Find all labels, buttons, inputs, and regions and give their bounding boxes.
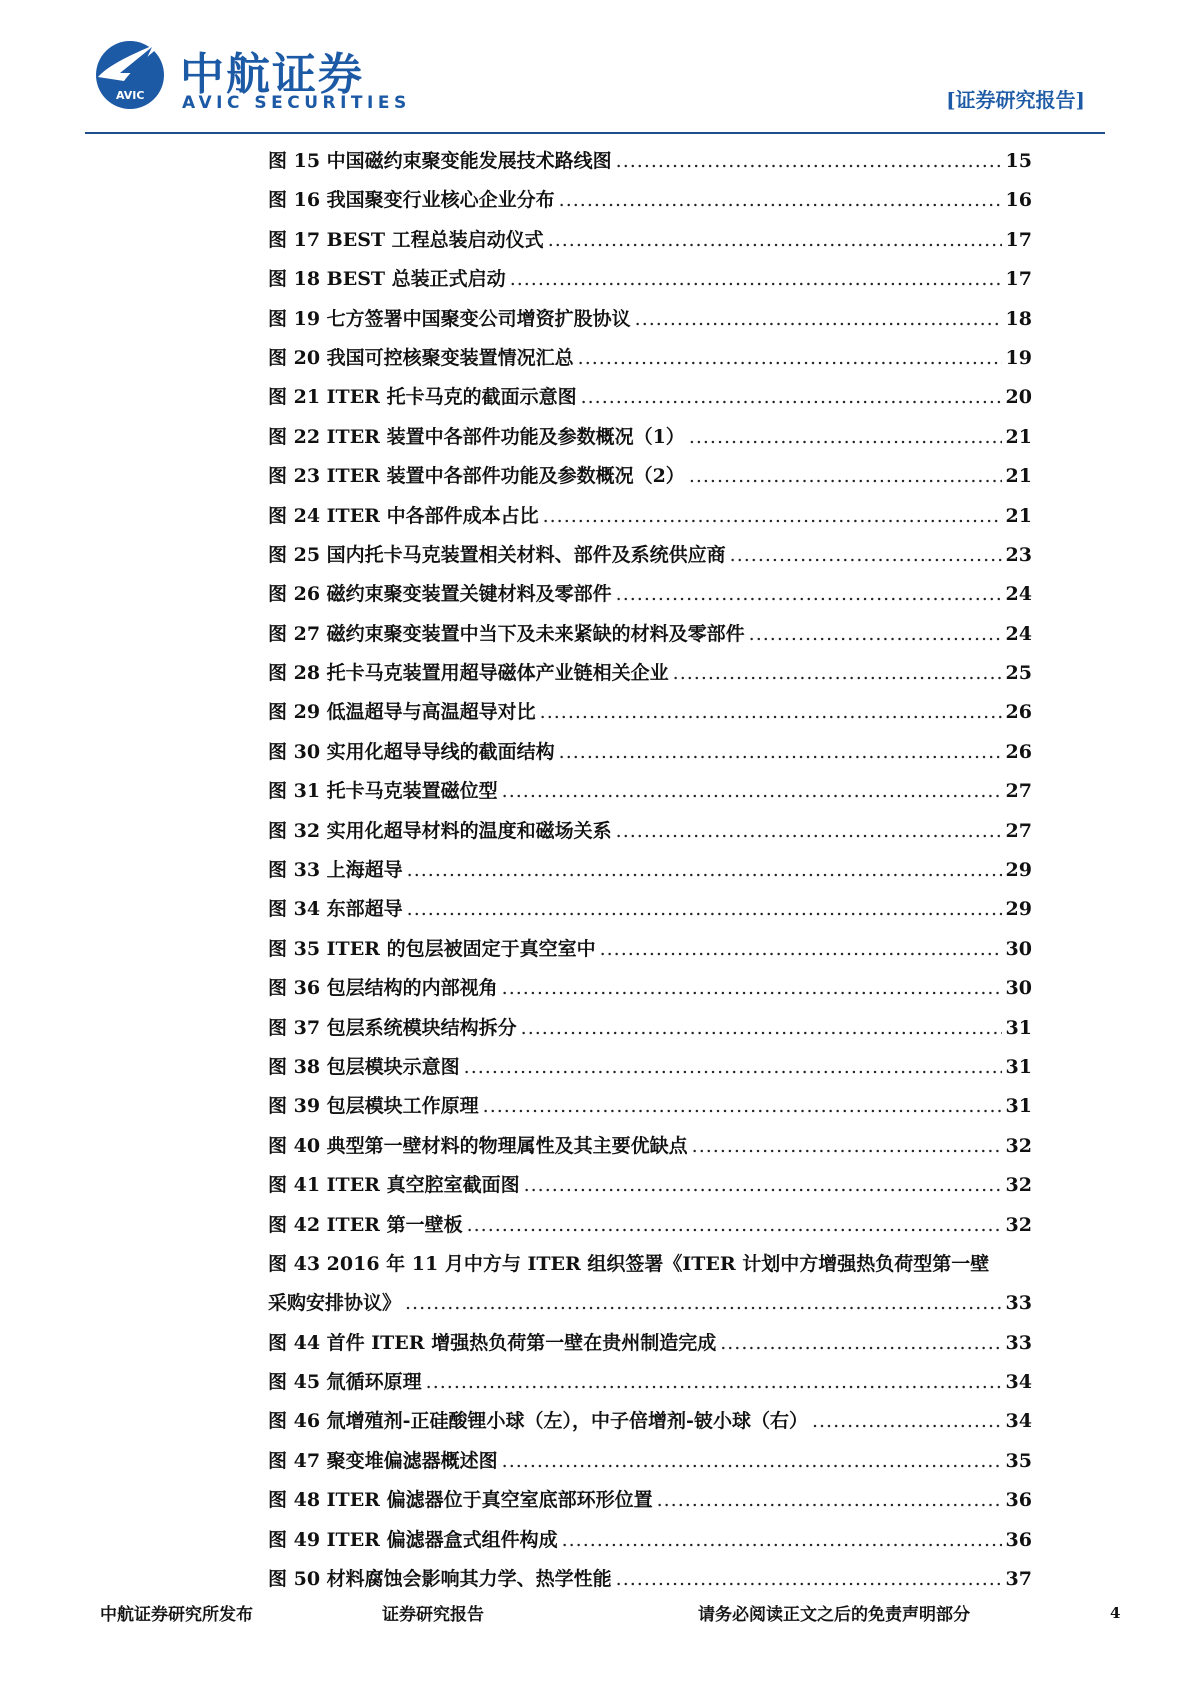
toc-entry-page: 36 (1005, 1528, 1032, 1551)
page-footer (0, 1600, 1190, 1640)
toc-entry-page: 30 (1005, 937, 1032, 960)
toc-entry-page: 32 (1005, 1174, 1032, 1197)
toc-entry[interactable] (268, 497, 1032, 536)
avic-logo-icon (90, 33, 170, 113)
toc-entry-label: 图 19 七方签署中国聚变公司增资扩股协议 (268, 307, 631, 330)
toc-entry-page: 20 (1005, 386, 1032, 409)
report-type-tag: [证券研究报告] (946, 88, 1085, 112)
toc-entry-label: 图 38 包层模块示意图 (268, 1055, 460, 1078)
toc-leader-dots (562, 1521, 1002, 1560)
toc-entry-label: 图 34 东部超导 (268, 898, 403, 921)
toc-leader-dots (616, 812, 1002, 851)
toc-entry-page: 35 (1005, 1449, 1032, 1472)
toc-entry-label: 图 35 ITER 的包层被固定于真空室中 (268, 937, 596, 960)
toc-entry-page: 23 (1005, 543, 1032, 566)
toc-leader-dots (689, 418, 1002, 457)
toc-leader-dots (524, 1166, 1002, 1205)
toc-entry[interactable] (268, 890, 1032, 929)
toc-entry[interactable] (268, 300, 1032, 339)
toc-entry-page: 29 (1005, 859, 1032, 882)
toc-entry-page: 29 (1005, 898, 1032, 921)
footer-disclaimer: 请务必阅读正文之后的免责声明部分 (698, 1605, 970, 1625)
toc-entry[interactable] (268, 536, 1032, 575)
toc-entry-label: 图 29 低温超导与高温超导对比 (268, 701, 536, 724)
toc-entry[interactable] (268, 221, 1032, 260)
toc-entry[interactable] (268, 733, 1032, 772)
toc-entry-label: 图 31 托卡马克装置磁位型 (268, 780, 498, 803)
toc-leader-dots (502, 772, 1002, 811)
toc-entry-label: 图 40 典型第一壁材料的物理属性及其主要优缺点 (268, 1134, 688, 1157)
toc-leader-dots (673, 654, 1002, 693)
toc-entry-page: 18 (1005, 307, 1032, 330)
toc-entry-label: 图 33 上海超导 (268, 859, 403, 882)
toc-entry[interactable] (268, 1245, 1032, 1284)
page-header (0, 0, 1190, 140)
toc-entry[interactable] (268, 1521, 1032, 1560)
toc-leader-dots (749, 615, 1002, 654)
page-number: 4 (1110, 1604, 1121, 1622)
toc-entry-label: 图 26 磁约束聚变装置关键材料及零部件 (268, 583, 612, 606)
toc-entry[interactable] (268, 1284, 1032, 1323)
toc-entry[interactable] (268, 1127, 1032, 1166)
toc-entry-label: 图 46 氚增殖剂-正硅酸锂小球（左），中子倍增剂-铍小球（右） (268, 1410, 808, 1433)
toc-leader-dots (540, 693, 1002, 732)
toc-leader-dots (600, 930, 1002, 969)
toc-leader-dots (635, 300, 1002, 339)
toc-entry[interactable] (268, 1009, 1032, 1048)
toc-entry-label: 图 17 BEST 工程总装启动仪式 (268, 228, 544, 251)
toc-leader-dots (467, 1206, 1002, 1245)
toc-entry[interactable] (268, 575, 1032, 614)
toc-entry[interactable] (268, 851, 1032, 890)
toc-leader-dots (559, 181, 1002, 220)
toc-entry-label: 图 15 中国磁约束聚变能发展技术路线图 (268, 149, 612, 172)
toc-entry-label: 图 50 材料腐蚀会影响其力学、热学性能 (268, 1568, 612, 1591)
toc-entry[interactable] (268, 772, 1032, 811)
toc-entry-label: 图 45 氚循环原理 (268, 1371, 422, 1394)
toc-entry[interactable] (268, 181, 1032, 220)
toc-leader-dots (483, 1087, 1002, 1126)
toc-leader-dots (502, 1442, 1002, 1481)
toc-entry-label: 图 23 ITER 装置中各部件功能及参数概况（2） (268, 465, 685, 488)
table-of-figures (268, 142, 1032, 1599)
toc-leader-dots (616, 1560, 1002, 1599)
toc-leader-dots (812, 1402, 1002, 1441)
toc-entry-label: 采购安排协议》 (268, 1292, 402, 1315)
toc-entry-page: 31 (1005, 1055, 1032, 1078)
toc-entry-page: 24 (1005, 622, 1032, 645)
toc-entry-page: 17 (1005, 228, 1032, 251)
toc-entry[interactable] (268, 1403, 1032, 1442)
toc-entry[interactable] (268, 142, 1032, 181)
toc-entry[interactable] (268, 1087, 1032, 1126)
logo-text: AVIC (116, 89, 145, 102)
toc-leader-dots (407, 851, 1002, 890)
toc-entry[interactable] (268, 260, 1032, 299)
toc-entry[interactable] (268, 1442, 1032, 1481)
toc-entry-label: 图 37 包层系统模块结构拆分 (268, 1016, 517, 1039)
toc-entry-page: 30 (1005, 977, 1032, 1000)
toc-leader-dots (692, 1127, 1002, 1166)
toc-leader-dots (521, 1009, 1002, 1048)
toc-entry-page: 27 (1005, 819, 1032, 842)
header-divider (85, 132, 1105, 134)
toc-entry[interactable] (268, 1560, 1032, 1599)
toc-entry[interactable] (268, 693, 1032, 732)
toc-entry-label: 图 22 ITER 装置中各部件功能及参数概况（1） (268, 425, 685, 448)
toc-entry-label: 图 18 BEST 总装正式启动 (268, 268, 506, 291)
toc-entry-label: 图 30 实用化超导导线的截面结构 (268, 740, 555, 763)
toc-entry-label: 图 32 实用化超导材料的温度和磁场关系 (268, 819, 612, 842)
toc-entry[interactable] (268, 930, 1032, 969)
toc-entry-label: 图 42 ITER 第一壁板 (268, 1213, 463, 1236)
toc-leader-dots (502, 969, 1002, 1008)
toc-leader-dots (548, 221, 1002, 260)
brand-name-cn: 中航证券 (180, 49, 364, 100)
toc-entry-page: 25 (1005, 662, 1032, 685)
toc-entry-page: 34 (1005, 1410, 1032, 1433)
toc-entry-label: 图 36 包层结构的内部视角 (268, 977, 498, 1000)
toc-leader-dots (720, 1324, 1001, 1363)
toc-entry[interactable] (268, 1363, 1032, 1402)
toc-entry-label: 图 21 ITER 托卡马克的截面示意图 (268, 386, 577, 409)
footer-publisher: 中航证券研究所发布 (100, 1605, 253, 1625)
toc-leader-dots (689, 457, 1002, 496)
toc-entry[interactable] (268, 654, 1032, 693)
toc-entry-page: 21 (1005, 504, 1032, 527)
toc-entry-label: 图 41 ITER 真空腔室截面图 (268, 1174, 520, 1197)
toc-entry-label: 图 47 聚变堆偏滤器概述图 (268, 1449, 498, 1472)
toc-entry-page: 26 (1005, 740, 1032, 763)
toc-entry[interactable] (268, 1481, 1032, 1520)
toc-entry-page: 34 (1005, 1371, 1032, 1394)
toc-leader-dots (464, 1048, 1002, 1087)
toc-entry[interactable] (268, 969, 1032, 1008)
toc-entry[interactable] (268, 615, 1032, 654)
toc-entry-page: 37 (1005, 1568, 1032, 1591)
toc-entry[interactable] (268, 1048, 1032, 1087)
toc-leader-dots (405, 1284, 1002, 1323)
toc-entry-page: 36 (1005, 1489, 1032, 1512)
toc-entry[interactable] (268, 339, 1032, 378)
toc-entry-label: 图 44 首件 ITER 增强热负荷第一壁在贵州制造完成 (268, 1331, 717, 1354)
toc-entry[interactable] (268, 812, 1032, 851)
toc-entry[interactable] (268, 418, 1032, 457)
toc-entry[interactable] (268, 378, 1032, 417)
toc-entry-label: 图 25 国内托卡马克装置相关材料、部件及系统供应商 (268, 543, 726, 566)
toc-entry-label: 图 24 ITER 中各部件成本占比 (268, 504, 539, 527)
toc-leader-dots (616, 575, 1002, 614)
toc-leader-dots (559, 733, 1002, 772)
toc-leader-dots (407, 890, 1002, 929)
toc-entry-page: 19 (1005, 346, 1032, 369)
toc-entry-page: 21 (1005, 465, 1032, 488)
toc-entry-page: 21 (1005, 425, 1032, 448)
toc-entry-page: 31 (1005, 1095, 1032, 1118)
toc-leader-dots (510, 260, 1002, 299)
toc-entry-page: 31 (1005, 1016, 1032, 1039)
brand-name-en: AVIC SECURITIES (182, 93, 411, 113)
toc-entry-label: 图 16 我国聚变行业核心企业分布 (268, 189, 555, 212)
toc-leader-dots (657, 1481, 1002, 1520)
toc-entry-label: 图 27 磁约束聚变装置中当下及未来紧缺的材料及零部件 (268, 622, 745, 645)
toc-entry-page: 16 (1005, 189, 1032, 212)
toc-entry[interactable] (268, 1206, 1032, 1245)
toc-entry-page: 27 (1005, 780, 1032, 803)
toc-entry-page: 24 (1005, 583, 1032, 606)
toc-leader-dots (581, 378, 1002, 417)
toc-entry-label: 图 49 ITER 偏滤器盒式组件构成 (268, 1528, 558, 1551)
footer-doc-type: 证券研究报告 (382, 1605, 484, 1625)
toc-entry-label: 图 39 包层模块工作原理 (268, 1095, 479, 1118)
toc-entry-label: 图 20 我国可控核聚变装置情况汇总 (268, 346, 574, 369)
toc-entry-page: 33 (1005, 1292, 1032, 1315)
toc-leader-dots (426, 1363, 1002, 1402)
toc-leader-dots (578, 339, 1002, 378)
toc-entry[interactable] (268, 1324, 1032, 1363)
toc-entry-label: 图 28 托卡马克装置用超导磁体产业链相关企业 (268, 662, 669, 685)
toc-entry[interactable] (268, 1166, 1032, 1205)
toc-entry-page: 32 (1005, 1134, 1032, 1157)
toc-entry-label: 图 48 ITER 偏滤器位于真空室底部环形位置 (268, 1489, 653, 1512)
toc-entry-label: 图 43 2016 年 11 月中方与 ITER 组织签署《ITER 计划中方增强热负荷型第一壁 (268, 1252, 990, 1275)
toc-leader-dots (730, 536, 1002, 575)
toc-entry-page: 15 (1005, 149, 1032, 172)
toc-entry[interactable] (268, 457, 1032, 496)
toc-entry-page: 32 (1005, 1213, 1032, 1236)
toc-entry-page: 17 (1005, 268, 1032, 291)
toc-entry-page: 33 (1005, 1331, 1032, 1354)
toc-leader-dots (616, 142, 1002, 181)
toc-leader-dots (543, 497, 1002, 536)
toc-entry-page: 26 (1005, 701, 1032, 724)
